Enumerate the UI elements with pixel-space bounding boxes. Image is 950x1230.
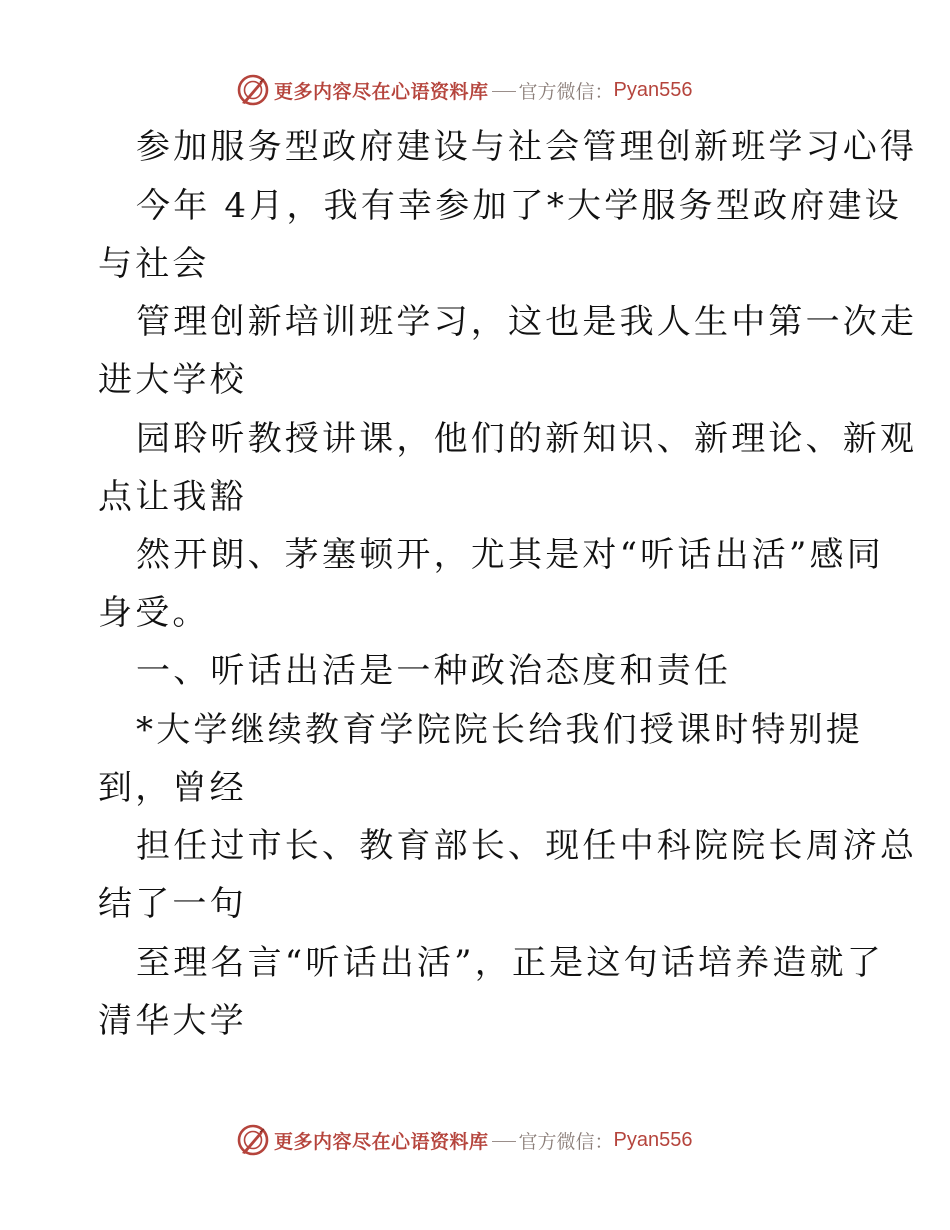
paragraph-line: 与社会 (98, 244, 210, 284)
paragraph-line: 点让我豁 (98, 477, 247, 517)
banner-site-name: 更多内容尽在心语资料库 (274, 1130, 489, 1153)
paragraph-line: 管理创新培训班学习，这也是我人生中第一次走 (136, 302, 918, 342)
document-title: 参加服务型政府建设与社会管理创新班学习心得 (136, 127, 918, 167)
paragraph-line: 到，曾经 (98, 768, 247, 808)
banner-wechat-label: 官方微信： (518, 1130, 614, 1153)
header-banner (236, 72, 716, 108)
section-heading: 一、听话出活是一种政治态度和责任 (136, 651, 732, 691)
paragraph-line: 园聆听教授讲课，他们的新知识、新理论、新观 (136, 419, 918, 459)
paragraph-line: 担任过市长、教育部长、现任中科院院长周济总 (136, 826, 918, 866)
paragraph-line: 清华大学 (98, 1001, 247, 1041)
quill-pen-seal-icon (236, 73, 270, 107)
paragraph-line: 进大学校 (98, 360, 247, 400)
banner-dash-divider (492, 91, 516, 92)
banner-wechat-id: Pyan556 (613, 78, 693, 101)
footer-banner (236, 1122, 716, 1158)
paragraph-line: 结了一句 (98, 884, 247, 924)
quill-pen-seal-icon (236, 1123, 270, 1157)
paragraph-line: 身受。 (98, 593, 210, 633)
paragraph-line: 今年 4月，我有幸参加了*大学服务型政府建设 (136, 186, 902, 226)
banner-wechat-id: Pyan556 (613, 1128, 693, 1151)
paragraph-line: 至理名言“听话出活”，正是这句话培养造就了 (136, 943, 884, 983)
banner-wechat-label: 官方微信： (518, 80, 614, 103)
banner-site-name: 更多内容尽在心语资料库 (274, 80, 489, 103)
paragraph-line: *大学继续教育学院院长给我们授课时特别提 (136, 710, 863, 750)
banner-dash-divider (492, 1141, 516, 1142)
paragraph-line: 然开朗、茅塞顿开，尤其是对“听话出活”感同 (136, 535, 884, 575)
